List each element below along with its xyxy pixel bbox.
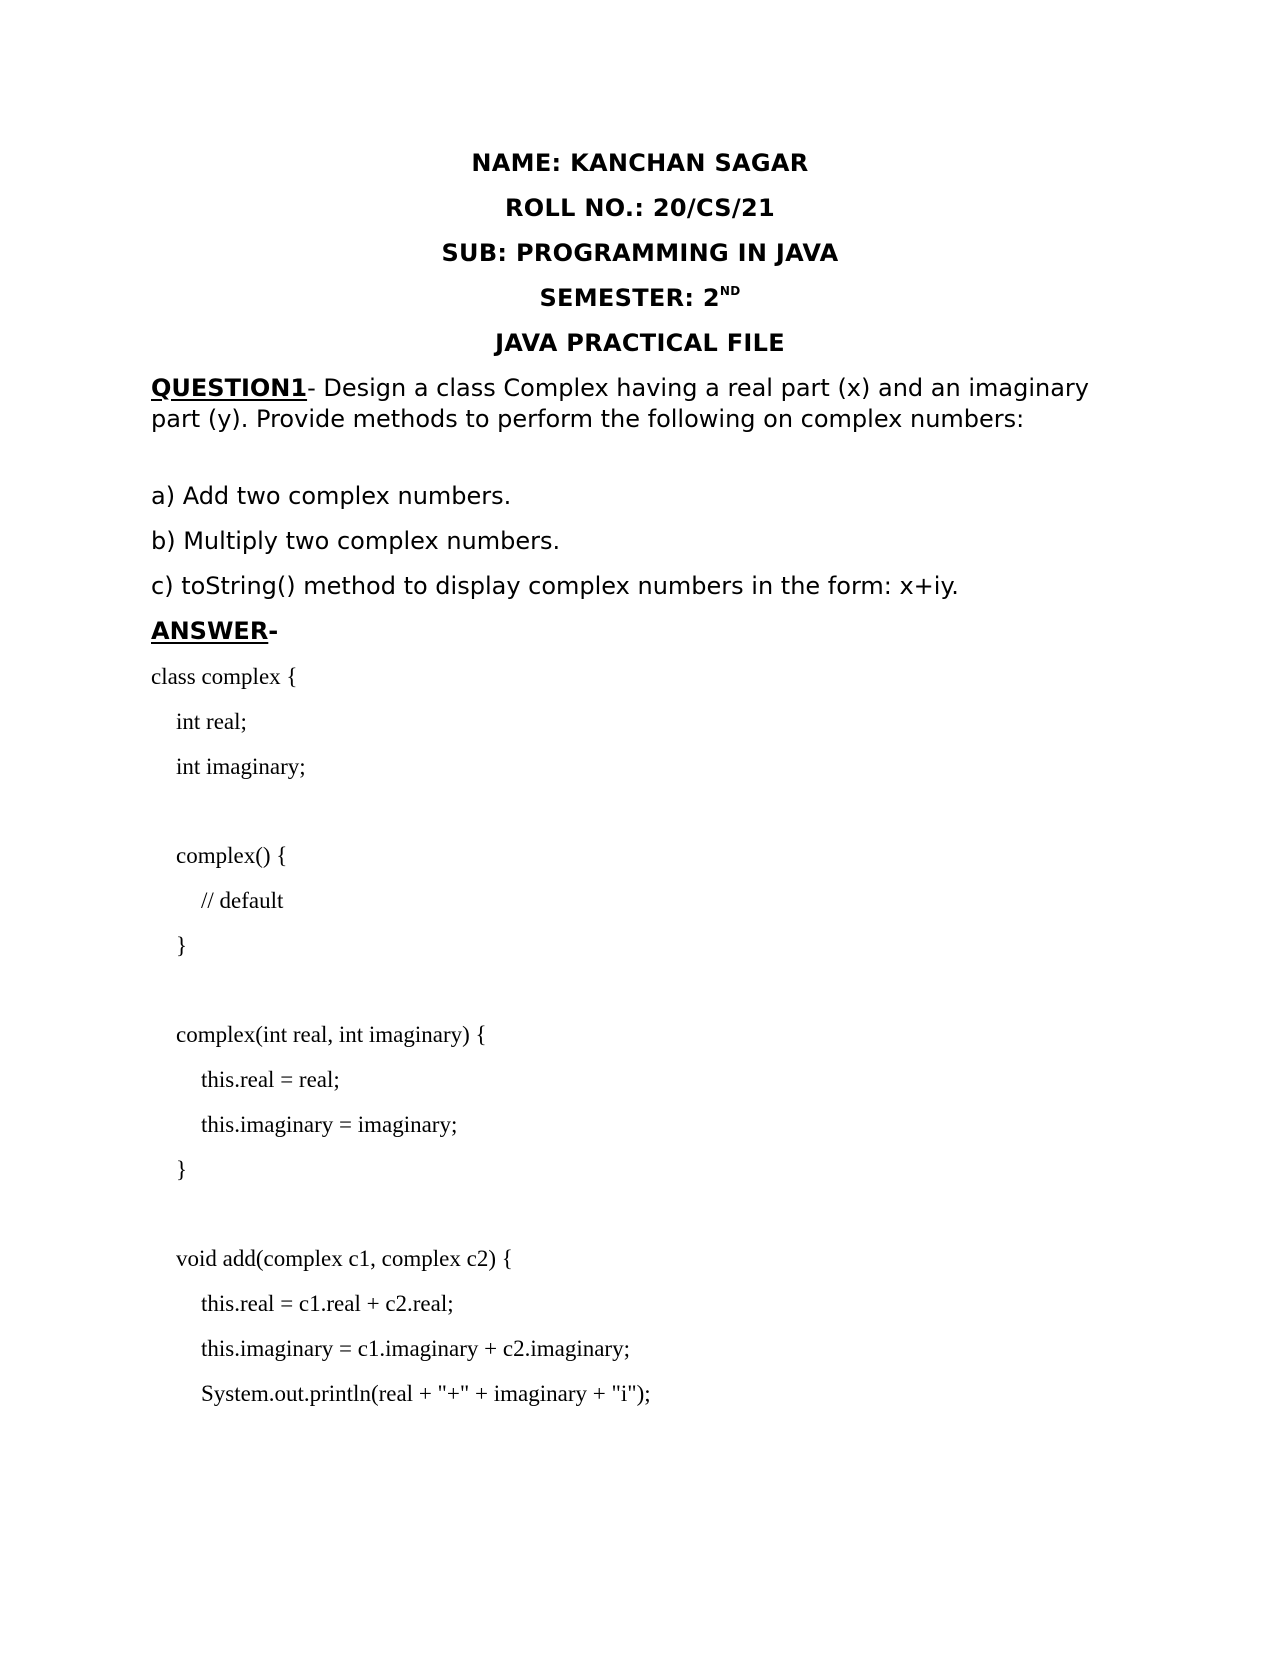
code-line: this.imaginary = c1.imaginary + c2.imaginary; [201, 1336, 630, 1361]
code-line: System.out.println(real + "+" + imaginary + "i"); [201, 1381, 651, 1406]
question-item-c: c) toString() method to display complex numbers in the form: x+iy. [151, 572, 959, 600]
student-name: NAME: KANCHAN SAGAR [471, 149, 809, 177]
question-text: - Design a class Complex having a real part (x) and an imaginary part (y). Provide methods to perform the following on complex numbers: [151, 374, 1089, 433]
code-line: complex() { [176, 843, 288, 868]
code-line: complex(int real, int imaginary) { [176, 1022, 487, 1047]
semester [0, 283, 1280, 313]
question-paragraph [151, 373, 1111, 435]
code-line: this.real = real; [201, 1067, 340, 1092]
answer-heading [151, 616, 278, 646]
question-item-a: a) Add two complex numbers. [151, 482, 512, 510]
answer-suffix: - [268, 617, 279, 645]
code-line: } [176, 933, 188, 958]
code-line: class complex { [151, 664, 298, 689]
code-line: this.imaginary = imaginary; [201, 1112, 458, 1137]
roll-number: ROLL NO.: 20/CS/21 [505, 194, 775, 222]
code-line: int real; [176, 709, 247, 734]
code-line: // default [201, 888, 284, 913]
code-line: int imaginary; [176, 754, 306, 779]
subject: SUB: PROGRAMMING IN JAVA [441, 239, 839, 267]
code-line: } [176, 1157, 188, 1182]
question-label: QUESTION1 [151, 374, 308, 402]
answer-label: ANSWER [151, 617, 269, 645]
code-line: void add(complex c1, complex c2) { [176, 1246, 513, 1271]
semester-ordinal-suffix: ND [719, 284, 741, 298]
question-item-b: b) Multiply two complex numbers. [151, 527, 561, 555]
semester-value: SEMESTER: 2 [539, 284, 720, 312]
code-line: this.real = c1.real + c2.real; [201, 1291, 454, 1316]
file-title: JAVA PRACTICAL FILE [495, 329, 785, 357]
